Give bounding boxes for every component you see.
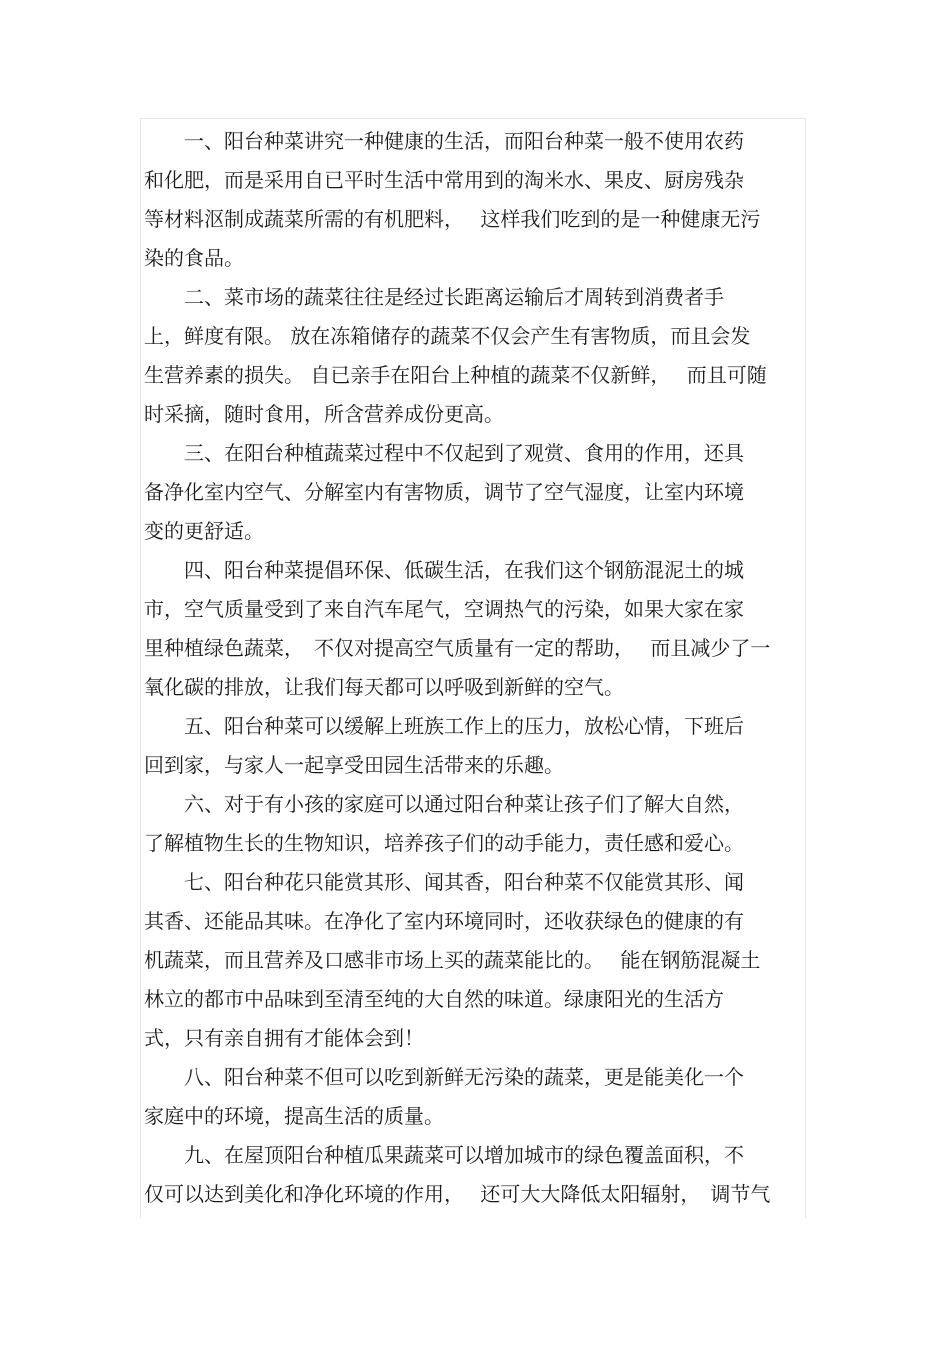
text-line: 一、阳台种菜讲究一种健康的生活，而阳台种菜一般不使用农药 xyxy=(184,129,744,153)
text-line: 了解植物生长的生物知识，培养孩子们的动手能力，责任感和爱心。 xyxy=(144,831,744,855)
text-line: 式，只有亲自拥有才能体会到！ xyxy=(144,1026,424,1050)
text-line: 变的更舒适。 xyxy=(144,519,264,543)
text-line: 家庭中的环境，提高生活的质量。 xyxy=(144,1104,444,1128)
text-line: 七、阳台种花只能赏其形、闻其香，阳台种菜不仅能赏其形、闻 xyxy=(184,870,744,894)
text-line: 上，鲜度有限。 放在冻箱储存的蔬菜不仅会产生有害物质，而且会发 xyxy=(144,324,751,348)
text-line: 等材料沤制成蔬菜所需的有机肥料， 这样我们吃到的是一种健康无污 xyxy=(144,207,761,231)
text-line: 八、阳台种菜不但可以吃到新鲜无污染的蔬菜，更是能美化一个 xyxy=(184,1065,744,1089)
text-line: 九、在屋顶阳台种植瓜果蔬菜可以增加城市的绿色覆盖面积，不 xyxy=(184,1143,744,1167)
text-line: 备净化室内空气、分解室内有害物质，调节了空气湿度，让室内环境 xyxy=(144,480,744,504)
text-line: 时采摘，随时食用，所含营养成份更高。 xyxy=(144,402,504,426)
text-line: 五、阳台种菜可以缓解上班族工作上的压力，放松心情，下班后 xyxy=(184,714,744,738)
text-line: 回到家，与家人一起享受田园生活带来的乐趣。 xyxy=(144,753,564,777)
text-line: 市，空气质量受到了来自汽车尾气，空调热气的污染，如果大家在家 xyxy=(144,597,744,621)
text-line: 三、在阳台种植蔬菜过程中不仅起到了观赏、食用的作用，还具 xyxy=(184,441,744,465)
text-line: 里种植绿色蔬菜， 不仅对提高空气质量有一定的帮助， 而且减少了一 xyxy=(144,636,771,660)
text-line: 和化肥，而是采用自已平时生活中常用到的淘米水、果皮、厨房残杂 xyxy=(144,168,744,192)
text-line: 氧化碳的排放，让我们每天都可以呼吸到新鲜的空气。 xyxy=(144,675,624,699)
text-line: 仅可以达到美化和净化环境的作用， 还可大大降低太阳辐射， 调节气 xyxy=(144,1182,771,1206)
text-line: 染的食品。 xyxy=(144,246,244,270)
text-line: 其香、还能品其味。在净化了室内环境同时，还收获绿色的健康的有 xyxy=(144,909,744,933)
text-line: 林立的都市中品味到至清至纯的大自然的味道。绿康阳光的生活方 xyxy=(144,987,724,1011)
document-body xyxy=(144,122,804,1214)
text-line: 四、阳台种菜提倡环保、低碳生活，在我们这个钢筋混泥土的城 xyxy=(184,558,744,582)
text-line: 六、对于有小孩的家庭可以通过阳台种菜让孩子们了解大自然， xyxy=(184,792,744,816)
text-line: 生营养素的损失。 自已亲手在阳台上种植的蔬菜不仅新鲜， 而且可随 xyxy=(144,363,767,387)
text-line: 机蔬菜，而且营养及口感非市场上买的蔬菜能比的。 能在钢筋混凝土 xyxy=(144,948,761,972)
text-line: 二、菜市场的蔬菜往往是经过长距离运输后才周转到消费者手 xyxy=(184,285,724,309)
